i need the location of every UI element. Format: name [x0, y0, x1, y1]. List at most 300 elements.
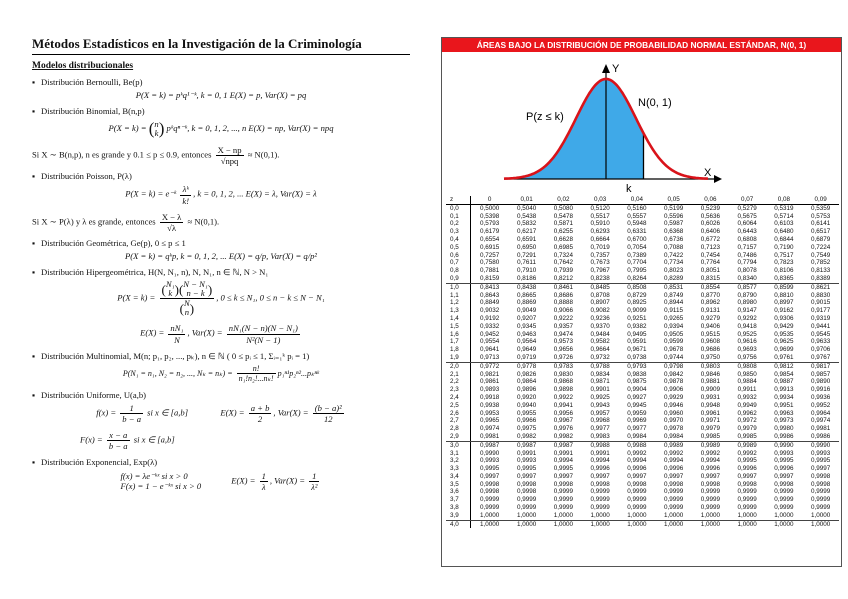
- table-cell: 0,9999: [810, 488, 831, 496]
- table-cell: 0,9279: [700, 314, 720, 322]
- row-z-value: 1,4: [446, 315, 471, 323]
- table-cell: 0,9452: [479, 330, 500, 338]
- row-z-value: 2,7: [446, 417, 471, 425]
- table-cell: 0,9821: [479, 370, 500, 378]
- table-cell: 0,9995: [516, 465, 537, 473]
- table-cell: 0,9999: [627, 504, 647, 512]
- table-cell: 0,9951: [774, 401, 794, 409]
- table-cell: 0,9484: [590, 330, 610, 338]
- table-cell: 0,6950: [516, 243, 537, 251]
- table-cell: 0,9693: [737, 346, 757, 354]
- hipergeometrica-formula: P(X = k) = (N₁ k )(N − N₁ n − k ) (N n) , 0 ≤ k ≤ N₁, 0 ≤ n − k ≤ N − N₁: [117, 279, 325, 318]
- row-z-value: 2,8: [446, 425, 471, 433]
- table-cell: 0,9066: [553, 307, 573, 315]
- table-cell: 0,8315: [692, 275, 729, 283]
- table-header-cell: 0,06: [692, 196, 729, 204]
- row-z-value: 0,1: [446, 213, 471, 221]
- table-cell: 0,6331: [627, 228, 647, 236]
- table-cell: 0,9999: [590, 504, 610, 512]
- table-cell: 0,9998: [590, 480, 610, 488]
- table-cell: 0,6480: [774, 228, 794, 236]
- table-cell: 0,5040: [516, 204, 537, 212]
- table-cell: 0,9893: [479, 386, 500, 394]
- table-cell: 0,9099: [627, 307, 647, 315]
- table-header-cell: 0: [471, 196, 509, 204]
- row-z-value: 1,3: [446, 307, 471, 315]
- table-cell: 0,6293: [590, 228, 610, 236]
- table-cell: 0,9783: [553, 362, 573, 370]
- curve-label: N(0, 1): [638, 97, 672, 109]
- table-cell: 0,9993: [516, 457, 537, 465]
- table-cell: 0,9995: [479, 465, 500, 473]
- table-cell: 0,6217: [516, 228, 537, 236]
- table-cell: 0,9744: [655, 354, 692, 362]
- table-cell: 0,6141: [810, 220, 831, 228]
- table-row: [446, 204, 839, 212]
- table-cell: 0,9961: [700, 409, 720, 417]
- table-cell: 0,9699: [774, 346, 794, 354]
- row-z-value: 3,5: [446, 481, 471, 489]
- row-z-value: 0,2: [446, 220, 471, 228]
- table-header-cell: 0,04: [618, 196, 655, 204]
- table-cell: 0,6064: [737, 220, 757, 228]
- table-cell: 0,9949: [737, 401, 757, 409]
- table-cell: 0,9992: [627, 449, 647, 457]
- row-z-value: 0,6: [446, 252, 471, 260]
- table-cell: 0,5948: [627, 220, 647, 228]
- table-cell: 0,6628: [553, 235, 573, 243]
- table-cell: 0,9192: [479, 314, 500, 322]
- table-header-cell: 0,01: [508, 196, 545, 204]
- table-cell: 0,5871: [553, 220, 573, 228]
- table-cell: 0,9608: [700, 338, 720, 346]
- table-row: [446, 362, 839, 370]
- table-cell: 0,6591: [516, 235, 537, 243]
- row-z-value: 3,7: [446, 496, 471, 504]
- table-cell: 0,8289: [655, 275, 692, 283]
- table-cell: 0,8186: [508, 275, 545, 283]
- table-cell: 0,6808: [737, 235, 757, 243]
- table-row: [446, 267, 839, 275]
- table-cell: 0,9963: [774, 409, 794, 417]
- table-cell: 0,9993: [774, 449, 794, 457]
- table-cell: 0,9982: [508, 433, 545, 441]
- table-cell: 0,9738: [618, 354, 655, 362]
- row-z-value: 0,4: [446, 236, 471, 244]
- table-cell: 0,8599: [774, 283, 794, 291]
- table-cell: 0,9995: [810, 457, 831, 465]
- row-z-value: 1,6: [446, 331, 471, 339]
- table-cell: 0,9545: [810, 330, 831, 338]
- table-row: [446, 386, 839, 394]
- table-cell: 0,7454: [700, 251, 720, 259]
- table-cell: 0,9998: [479, 480, 500, 488]
- table-cell: 0,7734: [663, 259, 684, 267]
- table-cell: 1,0000: [582, 512, 619, 520]
- table-cell: 0,9948: [700, 401, 720, 409]
- table-cell: 0,9767: [802, 354, 839, 362]
- table-cell: 0,7967: [590, 267, 610, 275]
- table-cell: 0,9979: [737, 425, 757, 433]
- table-cell: 0,9861: [479, 378, 500, 386]
- table-row: [446, 252, 839, 260]
- table-cell: 0,9838: [627, 370, 647, 378]
- row-z-value: 2,3: [446, 386, 471, 394]
- table-cell: 0,8554: [700, 283, 720, 291]
- table-cell: 0,8106: [774, 267, 794, 275]
- table-cell: 0,9974: [810, 417, 831, 425]
- table-cell: 0,9251: [627, 314, 647, 322]
- table-cell: 0,5359: [810, 204, 831, 212]
- table-cell: 0,9938: [479, 401, 500, 409]
- table-cell: 0,9999: [700, 504, 720, 512]
- area-label: P(z ≤ k): [526, 111, 564, 123]
- table-cell: 0,7823: [774, 259, 794, 267]
- table-cell: 0,8944: [663, 299, 684, 307]
- table-row: [446, 346, 839, 354]
- table-cell: 0,8389: [802, 275, 839, 283]
- table-cell: 0,9625: [774, 338, 794, 346]
- table-cell: 0,8531: [663, 283, 684, 291]
- table-row: [446, 213, 839, 221]
- table-cell: 0,9979: [700, 425, 720, 433]
- table-cell: 0,9998: [516, 488, 537, 496]
- table-cell: 0,9706: [810, 346, 831, 354]
- table-cell: 0,9997: [774, 472, 794, 480]
- table-cell: 0,9505: [663, 330, 684, 338]
- row-z-value: 3,1: [446, 450, 471, 458]
- table-cell: 0,9906: [663, 386, 684, 394]
- row-z-value: 2,0: [446, 362, 471, 370]
- multinomial-label: ▪ Distribución Multinomial, M(n; p₁, p₂, ..., pₖ), n ∈ ℕ ( 0 ≤ pᵢ ≤ 1, Σᵢ₌₁ᵏ pᵢ = 1): [32, 350, 310, 361]
- table-cell: 0,9996: [774, 465, 794, 473]
- table-cell: 0,9946: [663, 401, 684, 409]
- binomial-label: ▪ Distribución Binomial, B(n,p): [32, 105, 145, 116]
- table-cell: 0,9969: [627, 417, 647, 425]
- table-cell: 0,9997: [553, 472, 573, 480]
- table-cell: 0,9988: [627, 441, 647, 449]
- table-cell: 1,0000: [590, 520, 610, 528]
- table-cell: 0,9999: [663, 488, 684, 496]
- table-cell: 0,9671: [627, 346, 647, 354]
- table-cell: 0,8438: [516, 283, 537, 291]
- table-cell: 1,0000: [765, 512, 802, 520]
- table-cell: 0,5517: [590, 212, 610, 220]
- y-axis-label: Y: [612, 63, 620, 75]
- row-z-value: 2,1: [446, 371, 471, 379]
- table-cell: 0,8461: [553, 283, 573, 291]
- table-cell: 0,9515: [700, 330, 720, 338]
- table-cell: 0,8749: [663, 291, 684, 299]
- table-cell: 0,9564: [516, 338, 537, 346]
- table-cell: 0,7291: [516, 251, 537, 259]
- table-cell: 0,5636: [700, 212, 720, 220]
- table-cell: 0,9976: [553, 425, 573, 433]
- table-cell: 0,9998: [737, 480, 757, 488]
- table-header-cell: 0,08: [765, 196, 802, 204]
- table-row: [446, 496, 839, 504]
- table-cell: 0,8212: [545, 275, 582, 283]
- table-row: [446, 244, 839, 252]
- table-cell: 1,0000: [729, 512, 766, 520]
- table-cell: 0,9808: [737, 362, 757, 370]
- table-cell: 0,9998: [627, 480, 647, 488]
- table-cell: 0,9999: [479, 496, 500, 504]
- table-cell: 0,5080: [553, 204, 573, 212]
- table-row: [446, 512, 839, 520]
- table-cell: 0,5910: [590, 220, 610, 228]
- formula-sheet: [32, 36, 410, 498]
- table-cell: 0,9850: [737, 370, 757, 378]
- table-cell: 0,9878: [663, 378, 684, 386]
- table-cell: 0,9131: [700, 307, 720, 315]
- table-cell: 0,9826: [516, 370, 537, 378]
- table-cell: 0,9922: [553, 393, 573, 401]
- table-cell: 0,8770: [700, 291, 720, 299]
- table-cell: 0,9913: [774, 386, 794, 394]
- table-cell: 0,9916: [810, 386, 831, 394]
- table-cell: 0,5120: [590, 204, 610, 212]
- table-cell: 0,8340: [729, 275, 766, 283]
- table-cell: 0,6554: [479, 235, 500, 243]
- table-cell: 0,9959: [627, 409, 647, 417]
- table-cell: 0,9998: [479, 488, 500, 496]
- table-cell: 0,9713: [471, 354, 509, 362]
- table-cell: 0,8790: [737, 291, 757, 299]
- table-cell: 0,9999: [590, 488, 610, 496]
- table-cell: 0,7939: [553, 267, 573, 275]
- page-title: Métodos Estadísticos en la Investigación de la Criminología: [32, 36, 410, 55]
- table-row: [446, 504, 839, 512]
- table-cell: 0,9983: [582, 433, 619, 441]
- table-cell: 0,9732: [582, 354, 619, 362]
- table-cell: 0,9971: [700, 417, 720, 425]
- table-cell: 0,9999: [774, 504, 794, 512]
- table-cell: 0,9992: [700, 449, 720, 457]
- table-cell: 0,9406: [700, 322, 720, 330]
- normal-table-panel: [441, 37, 842, 567]
- row-z-value: 3,0: [446, 441, 471, 449]
- x-axis-arrow-icon: [714, 175, 722, 183]
- table-cell: 0,7910: [516, 267, 537, 275]
- row-z-value: 0,7: [446, 259, 471, 267]
- table-cell: 0,9999: [737, 496, 757, 504]
- table-cell: 0,5478: [553, 212, 573, 220]
- table-row: [446, 410, 839, 418]
- table-cell: 1,0000: [810, 520, 831, 528]
- table-cell: 0,9999: [627, 496, 647, 504]
- table-cell: 0,9993: [810, 449, 831, 457]
- table-cell: 0,6026: [700, 220, 720, 228]
- table-cell: 0,8078: [737, 267, 757, 275]
- table-cell: 0,9875: [627, 378, 647, 386]
- row-z-value: 3,2: [446, 457, 471, 465]
- table-cell: 0,8133: [810, 267, 831, 275]
- table-cell: 0,9999: [553, 488, 573, 496]
- table-cell: 1,0000: [774, 520, 794, 528]
- table-cell: 0,6844: [774, 235, 794, 243]
- table-cell: 0,5438: [516, 212, 537, 220]
- table-row: [446, 465, 839, 473]
- table-cell: 1,0000: [553, 520, 573, 528]
- table-row: [446, 299, 839, 307]
- table-cell: 0,9999: [810, 496, 831, 504]
- table-header-cell: 0,05: [655, 196, 692, 204]
- table-cell: 0,9573: [553, 338, 573, 346]
- table-cell: 0,9846: [700, 370, 720, 378]
- table-cell: 0,9994: [700, 457, 720, 465]
- table-cell: 0,8980: [737, 299, 757, 307]
- table-cell: 1,0000: [471, 512, 509, 520]
- table-cell: 0,9964: [810, 409, 831, 417]
- table-cell: 0,9999: [700, 488, 720, 496]
- table-row: [446, 220, 839, 228]
- table-row: [446, 307, 839, 315]
- table-cell: 0,9973: [774, 417, 794, 425]
- poisson-approximation-note: Si X ∼ P(λ) y λ es grande, entonces $\frac{X - \lambda}{√\lambda}$ ≈ N(0,1).: [32, 211, 220, 233]
- table-row: [446, 331, 839, 339]
- table-cell: 0,9265: [663, 314, 684, 322]
- table-cell: 0,8997: [774, 299, 794, 307]
- table-cell: 0,5714: [774, 212, 794, 220]
- table-cell: 0,9999: [590, 496, 610, 504]
- table-cell: 0,9032: [479, 307, 500, 315]
- table-cell: 0,9990: [810, 441, 831, 449]
- table-cell: 0,9929: [663, 393, 684, 401]
- table-cell: 0,9984: [618, 433, 655, 441]
- table-cell: 0,9896: [516, 386, 537, 394]
- table-cell: 0,5160: [627, 204, 647, 212]
- table-cell: 0,9834: [590, 370, 610, 378]
- table-cell: 0,9977: [627, 425, 647, 433]
- table-cell: 0,9082: [590, 307, 610, 315]
- table-cell: 0,8888: [553, 299, 573, 307]
- table-cell: 0,7123: [700, 243, 720, 251]
- table-cell: 0,5793: [479, 220, 500, 228]
- table-cell: 0,9957: [590, 409, 610, 417]
- bernoulli-formula: P(X = k) = pᵏq¹⁻ᵏ, k = 0, 1 E(X) = p, Var(X) = pq: [135, 89, 307, 100]
- table-cell: 0,9940: [516, 401, 537, 409]
- exponencial-formula: f(x) = λe⁻ᵏˣ si x > 0 F(x) = 1 − e⁻ᵏˣ si x > 0 E(X) = $\frac{1}{\lambda}$ , Var(X) = $\frac{1}{\text{λ²}}$: [120, 470, 318, 492]
- table-cell: 1,0000: [802, 512, 839, 520]
- table-cell: 0,9994: [663, 457, 684, 465]
- table-cell: 0,9989: [700, 441, 720, 449]
- table-cell: 0,7517: [774, 251, 794, 259]
- table-cell: 0,9649: [516, 346, 537, 354]
- table-cell: 0,9798: [663, 362, 684, 370]
- table-row: [446, 520, 839, 528]
- table-cell: 0,9995: [553, 465, 573, 473]
- uniforme-cdf: F(x) = $\frac{x - a}{b - a}$ si x ∈ [a,b]: [80, 430, 175, 452]
- table-cell: 1,0000: [700, 520, 720, 528]
- table-cell: 0,9994: [590, 457, 610, 465]
- table-cell: 0,9995: [737, 457, 757, 465]
- table-cell: 0,9909: [700, 386, 720, 394]
- table-cell: 0,9868: [553, 378, 573, 386]
- table-cell: 0,7486: [737, 251, 757, 259]
- table-row: [446, 450, 839, 458]
- table-cell: 0,9890: [810, 378, 831, 386]
- table-cell: 0,9887: [774, 378, 794, 386]
- table-cell: 0,9985: [692, 433, 729, 441]
- table-cell: 0,9934: [774, 393, 794, 401]
- table-cell: 0,9972: [737, 417, 757, 425]
- table-cell: 0,9994: [627, 457, 647, 465]
- table-cell: 0,9345: [516, 322, 537, 330]
- table-cell: 0,8686: [553, 291, 573, 299]
- table-cell: 0,5239: [700, 204, 720, 212]
- table-cell: 0,9987: [516, 441, 537, 449]
- table-cell: 0,9927: [627, 393, 647, 401]
- table-cell: 0,8621: [810, 283, 831, 291]
- table-cell: 1,0000: [692, 512, 729, 520]
- table-cell: 0,9793: [627, 362, 647, 370]
- table-cell: 0,9162: [774, 307, 794, 315]
- table-cell: 0,9987: [479, 441, 500, 449]
- table-cell: 0,9975: [516, 425, 537, 433]
- table-row: [446, 323, 839, 331]
- table-cell: 0,9990: [479, 449, 500, 457]
- row-z-value: 1,7: [446, 338, 471, 346]
- row-z-value: 4,0: [446, 520, 471, 528]
- table-cell: 0,9918: [479, 393, 500, 401]
- table-cell: 0,9992: [663, 449, 684, 457]
- row-z-value: 1,2: [446, 299, 471, 307]
- normal-table: [446, 196, 839, 528]
- row-z-value: 3,6: [446, 488, 471, 496]
- table-cell: 0,8159: [471, 275, 509, 283]
- table-cell: 0,8962: [700, 299, 720, 307]
- table-cell: 0,9945: [627, 401, 647, 409]
- table-cell: 0,9997: [663, 472, 684, 480]
- table-cell: 0,6368: [663, 228, 684, 236]
- table-cell: 0,7764: [700, 259, 720, 267]
- table-cell: 0,9750: [692, 354, 729, 362]
- table-cell: 0,9664: [590, 346, 610, 354]
- multinomial-formula: P(N₁ = n₁, N₂ = n₂, ..., Nₖ = nₖ) = $\frac{n!}{\text{n₁!n₂!...nₖ!}}$ p₁ⁿ¹p₂ⁿ²...pₖⁿᵏ: [122, 363, 320, 384]
- table-cell: 0,9968: [590, 417, 610, 425]
- table-cell: 0,7794: [737, 259, 757, 267]
- table-cell: 0,9999: [627, 488, 647, 496]
- table-row: [446, 394, 839, 402]
- table-cell: 0,9989: [737, 441, 757, 449]
- table-cell: 0,9999: [663, 504, 684, 512]
- table-cell: 0,7389: [627, 251, 647, 259]
- table-cell: 0,9999: [516, 504, 537, 512]
- table-cell: 0,9015: [810, 299, 831, 307]
- table-row: [446, 354, 839, 362]
- table-cell: 0,9616: [737, 338, 757, 346]
- table-cell: 0,9441: [810, 322, 831, 330]
- table-cell: 0,5596: [663, 212, 684, 220]
- table-cell: 0,9357: [553, 322, 573, 330]
- table-header-z: z: [446, 196, 471, 204]
- table-cell: 0,9956: [553, 409, 573, 417]
- table-cell: 0,9977: [590, 425, 610, 433]
- table-cell: 0,9992: [737, 449, 757, 457]
- table-cell: 0,9920: [516, 393, 537, 401]
- table-cell: 1,0000: [545, 512, 582, 520]
- table-cell: 0,9999: [663, 496, 684, 504]
- table-cell: 0,6179: [479, 228, 500, 236]
- row-z-value: 2,5: [446, 402, 471, 410]
- table-cell: 0,9236: [590, 314, 610, 322]
- table-cell: 0,5279: [737, 204, 757, 212]
- table-cell: 0,5675: [737, 212, 757, 220]
- table-cell: 0,9830: [553, 370, 573, 378]
- table-cell: 0,9998: [553, 480, 573, 488]
- table-cell: 0,7019: [590, 243, 610, 251]
